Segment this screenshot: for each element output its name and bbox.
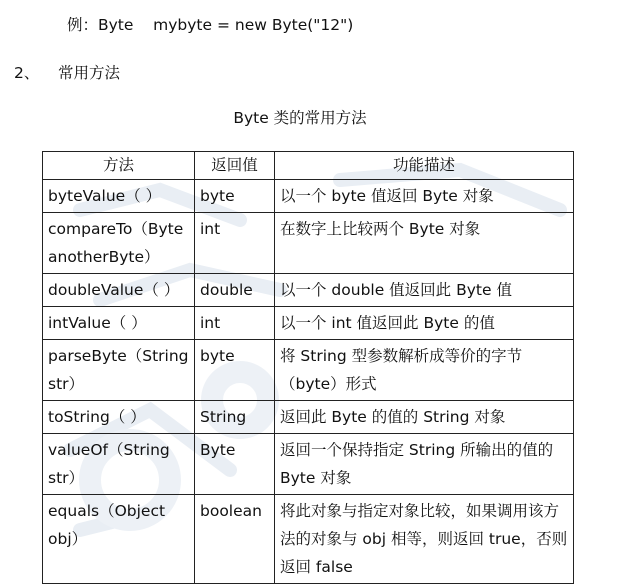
description-cell: 以一个 int 值返回此 Byte 的值 <box>275 307 574 340</box>
return-cell: byte <box>195 180 275 213</box>
section-heading <box>14 61 120 85</box>
table-caption: Byte 类的常用方法 <box>233 109 367 127</box>
table-row <box>43 434 574 495</box>
methods-table <box>42 151 574 584</box>
description-cell: 返回此 Byte 的值的 String 对象 <box>275 401 574 434</box>
method-cell: compareTo（Byte anotherByte） <box>43 213 195 274</box>
table-row <box>43 307 574 340</box>
table-header-row <box>43 152 574 180</box>
section-number: 2、 <box>14 64 40 82</box>
section-title: 常用方法 <box>58 64 121 82</box>
return-cell: int <box>195 307 275 340</box>
table-row <box>43 213 574 274</box>
table-row <box>43 495 574 584</box>
table-row <box>43 274 574 307</box>
return-cell: boolean <box>195 495 275 584</box>
header-method: 方法 <box>43 152 195 180</box>
method-cell: toString（ ） <box>43 401 195 434</box>
method-cell: intValue（ ） <box>43 307 195 340</box>
description-cell: 在数字上比较两个 Byte 对象 <box>275 213 574 274</box>
description-cell: 将此对象与指定对象比较，如果调用该方法的对象与 obj 相等，则返回 true，否则返回 false <box>275 495 574 584</box>
method-cell: parseByte（String str） <box>43 340 195 401</box>
header-return: 返回值 <box>195 152 275 180</box>
method-cell: valueOf（String str） <box>43 434 195 495</box>
return-cell: int <box>195 213 275 274</box>
return-cell: byte <box>195 340 275 401</box>
description-cell: 将 String 型参数解析成等价的字节（byte）形式 <box>275 340 574 401</box>
return-cell: String <box>195 401 275 434</box>
return-cell: double <box>195 274 275 307</box>
description-cell: 返回一个保持指定 String 所输出的值的 Byte 对象 <box>275 434 574 495</box>
table-row <box>43 180 574 213</box>
header-description: 功能描述 <box>275 152 574 180</box>
example-line: 例：Byte mybyte = new Byte("12") <box>67 16 354 34</box>
table-row <box>43 401 574 434</box>
method-cell: doubleValue（ ） <box>43 274 195 307</box>
description-cell: 以一个 double 值返回此 Byte 值 <box>275 274 574 307</box>
return-cell: Byte <box>195 434 275 495</box>
table-row <box>43 340 574 401</box>
method-cell: equals（Object obj） <box>43 495 195 584</box>
description-cell: 以一个 byte 值返回 Byte 对象 <box>275 180 574 213</box>
method-cell: byteValue（ ） <box>43 180 195 213</box>
